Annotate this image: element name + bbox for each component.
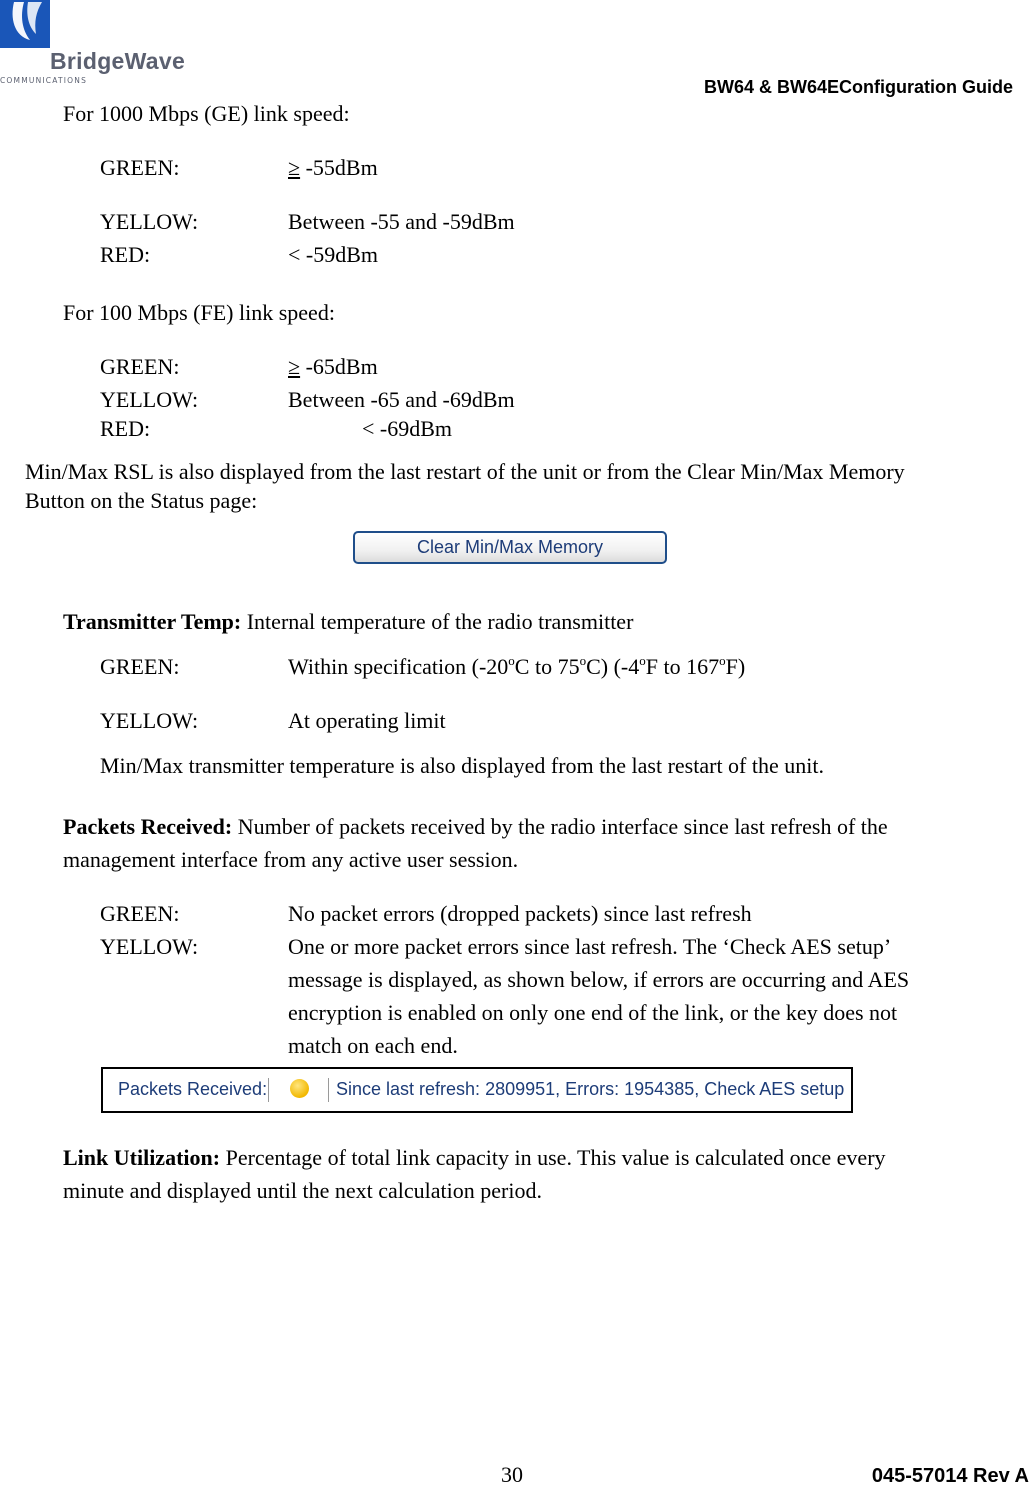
temp-description: Internal temperature of the radio transmitter bbox=[241, 609, 634, 634]
separator bbox=[268, 1078, 269, 1102]
fe-yellow-value: Between -65 and -69dBm bbox=[288, 387, 515, 412]
ge-heading: For 1000 Mbps (GE) link speed: bbox=[63, 101, 350, 126]
bridgewave-logo bbox=[0, 0, 200, 90]
packets-received-status-bar bbox=[101, 1067, 853, 1113]
fe-red-label: RED: bbox=[100, 416, 151, 441]
link-paragraph-line1 bbox=[63, 1145, 886, 1171]
ge-yellow-value: Between -55 and -59dBm bbox=[288, 209, 515, 234]
packets-yellow-line1: One or more packet errors since last refresh. The ‘Check AES setup’ bbox=[288, 934, 892, 959]
fe-yellow-label: YELLOW: bbox=[100, 387, 199, 412]
fe-green-label: GREEN: bbox=[100, 354, 180, 379]
degree-mark: o bbox=[579, 653, 587, 668]
packets-yellow-line3: encryption is enabled on only one end of the link, or the key does not bbox=[288, 1000, 898, 1025]
page-number: 30 bbox=[501, 1462, 523, 1487]
logo-mark-icon bbox=[0, 0, 50, 48]
minmax-text-line1: Min/Max RSL is also displayed from the last restart of the unit or from the Clear Min/Max Memory bbox=[25, 459, 905, 484]
fe-green-number: -65dBm bbox=[300, 354, 378, 379]
link-paragraph-line2: minute and displayed until the next calculation period. bbox=[63, 1178, 542, 1203]
status-indicator-icon bbox=[290, 1079, 309, 1098]
ge-green-value bbox=[288, 155, 378, 181]
packets-yellow-line2: message is displayed, as shown below, if errors are occurring and AES bbox=[288, 967, 910, 992]
temp-green-part-e: F) bbox=[725, 654, 746, 679]
temp-title: Transmitter Temp: bbox=[63, 609, 242, 634]
temp-green-part-a: Within specification (-20 bbox=[288, 654, 509, 679]
logo-subtitle: COMMUNICATIONS bbox=[0, 76, 88, 85]
fe-red-value: < -69dBm bbox=[362, 416, 453, 441]
document-number: 045-57014 Rev A bbox=[871, 1465, 1029, 1487]
logo-name: BridgeWave bbox=[50, 48, 186, 74]
fe-green-value bbox=[288, 354, 378, 380]
packets-green-label: GREEN: bbox=[100, 901, 180, 926]
packets-paragraph-line1 bbox=[63, 814, 888, 840]
packets-bar-label: Packets Received: bbox=[118, 1079, 268, 1099]
temp-yellow-label: YELLOW: bbox=[100, 708, 199, 733]
fe-heading: For 100 Mbps (FE) link speed: bbox=[63, 300, 335, 325]
temp-paragraph bbox=[63, 609, 633, 635]
temp-green-value bbox=[288, 654, 745, 680]
separator bbox=[328, 1078, 329, 1102]
ge-red-label: RED: bbox=[100, 242, 151, 267]
temp-yellow-value: At operating limit bbox=[288, 708, 446, 733]
link-description: Percentage of total link capacity in use. This value is calculated once every bbox=[220, 1145, 886, 1170]
temp-green-label: GREEN: bbox=[100, 654, 180, 679]
degree-mark: o bbox=[639, 653, 646, 668]
temp-green-part-b: C to 75 bbox=[514, 654, 580, 679]
temp-note: Min/Max transmitter temperature is also displayed from the last restart of the unit. bbox=[100, 753, 824, 778]
degree-mark: o bbox=[719, 653, 726, 668]
temp-green-part-c: C) (-4 bbox=[586, 654, 640, 679]
packets-yellow-line4: match on each end. bbox=[288, 1033, 458, 1058]
minmax-text-line2: Button on the Status page: bbox=[25, 488, 258, 513]
fe-green-symbol: ≥ bbox=[288, 354, 301, 379]
ge-yellow-label: YELLOW: bbox=[100, 209, 199, 234]
clear-min-max-memory-button[interactable]: Clear Min/Max Memory bbox=[353, 531, 667, 564]
packets-title: Packets Received: bbox=[63, 814, 233, 839]
link-title: Link Utilization: bbox=[63, 1145, 221, 1170]
packets-paragraph-line2: management interface from any active user session. bbox=[63, 847, 519, 872]
packets-yellow-label: YELLOW: bbox=[100, 934, 199, 959]
packets-description: Number of packets received by the radio interface since last refresh of the bbox=[232, 814, 888, 839]
ge-green-symbol: ≥ bbox=[288, 155, 301, 180]
packets-bar-status: Since last refresh: 2809951, Errors: 1954385, Check AES setup bbox=[336, 1079, 845, 1099]
degree-mark: o bbox=[508, 653, 515, 668]
temp-green-part-d: F to 167 bbox=[645, 654, 720, 679]
ge-red-value: < -59dBm bbox=[288, 242, 379, 267]
packets-green-value: No packet errors (dropped packets) since last refresh bbox=[288, 901, 752, 926]
ge-green-number: -55dBm bbox=[300, 155, 378, 180]
ge-green-label: GREEN: bbox=[100, 155, 180, 180]
guide-title: BW64 & BW64EConfiguration Guide bbox=[703, 77, 1013, 97]
